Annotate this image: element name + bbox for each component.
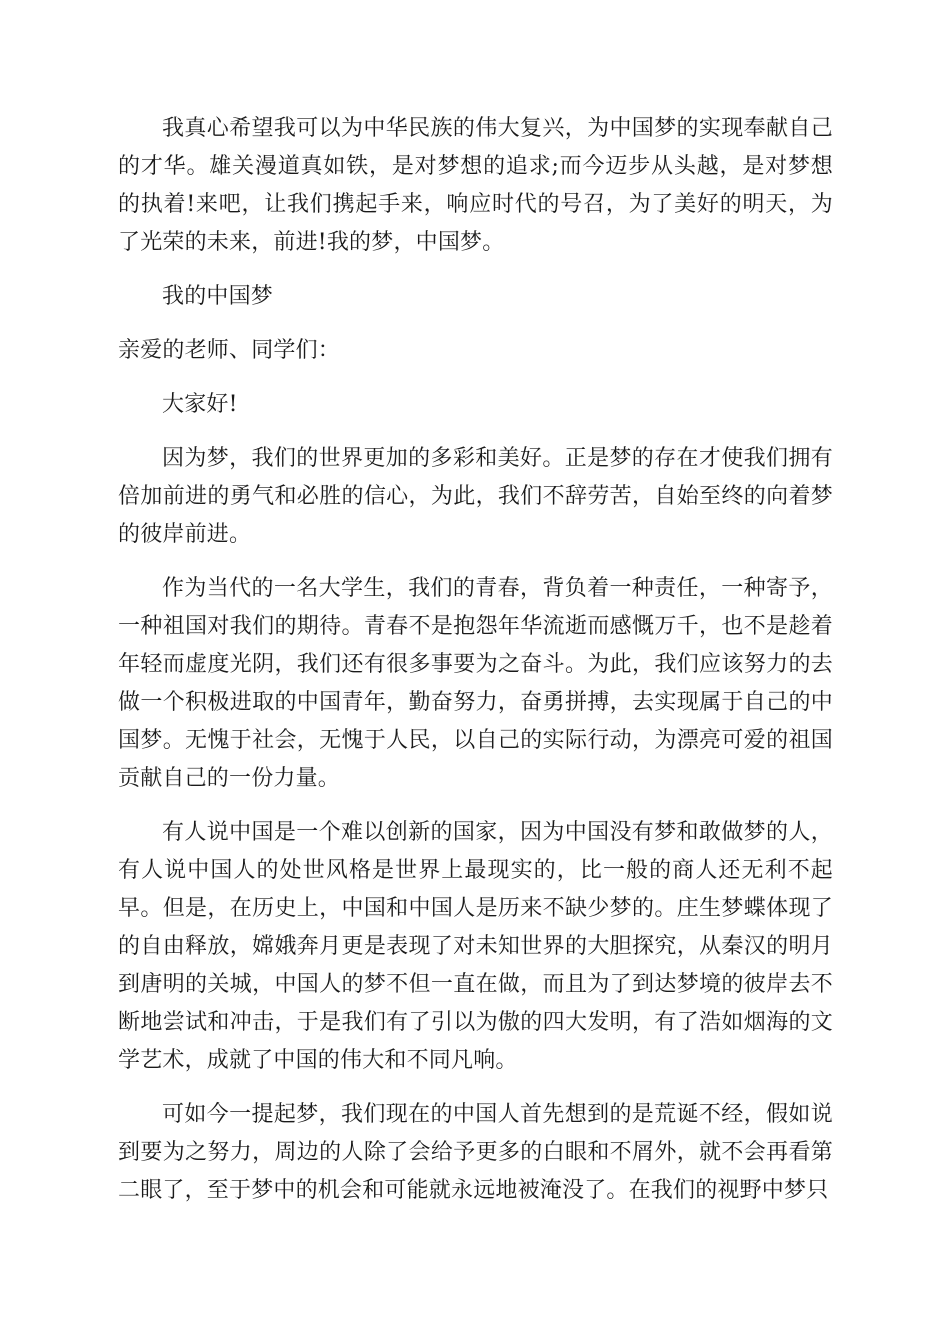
paragraph-dream-world: 因为梦，我们的世界更加的多彩和美好。正是梦的存在才使我们拥有倍加前进的勇气和必胜的信心，为此，我们不辞劳苦，自始至终的向着梦的彼岸前进。 [118,446,833,547]
speech-title: 我的中国梦 [162,284,274,309]
paragraph-closing-wish: 我真心希望我可以为中华民族的伟大复兴，为中国梦的实现奉献自己的才华。雄关漫道真如铁，是对梦想的追求;而今迈步从头越，是对梦想的执着!来吧，让我们携起手来，响应时代的号召，为了美好的明天，为了光荣的未来，前进!我的梦，中国梦。 [118,116,833,255]
greeting: 大家好! [162,392,238,417]
document-body [118,110,833,1226]
paragraph-youth-responsibility: 作为当代的一名大学生，我们的青春，背负着一种责任，一种寄予，一种祖国对我们的期待。青春不是抱怨年华流逝而感慨万千，也不是趁着年轻而虚度光阴，我们还有很多事要为之奋斗。为此，我们应该努力的去做一个积极进取的中国青年，勤奋努力，奋勇拼搏，去实现属于自己的中国梦。无愧于社会，无愧于人民，以自己的实际行动，为漂亮可爱的祖国贡献自己的一份力量。 [118,576,833,791]
paragraph-chinese-dreams-history: 有人说中国是一个难以创新的国家，因为中国没有梦和敢做梦的人，有人说中国人的处世风格是世界上最现实的，比一般的商人还无利不起早。但是，在历史上，中国和中国人是历来不缺少梦的。庄生梦蝶体现了的自由释放，嫦娥奔月更是表现了对未知世界的大胆探究，从秦汉的明月到唐明的关城，中国人的梦不但一直在做，而且为了到达梦境的彼岸去不断地尝试和冲击，于是我们有了引以为傲的四大发明，有了浩如烟海的文学艺术，成就了中国的伟大和不同凡响。 [118,820,833,1073]
paragraph-dreams-today: 可如今一提起梦，我们现在的中国人首先想到的是荒诞不经，假如说到要为之努力，周边的人除了会给予更多的白眼和不屑外，就不会再看第二眼了，至于梦中的机会和可能就永远地被淹没了。在我们的视野中梦只 [118,1102,833,1203]
salutation: 亲爱的老师、同学们： [118,338,341,363]
